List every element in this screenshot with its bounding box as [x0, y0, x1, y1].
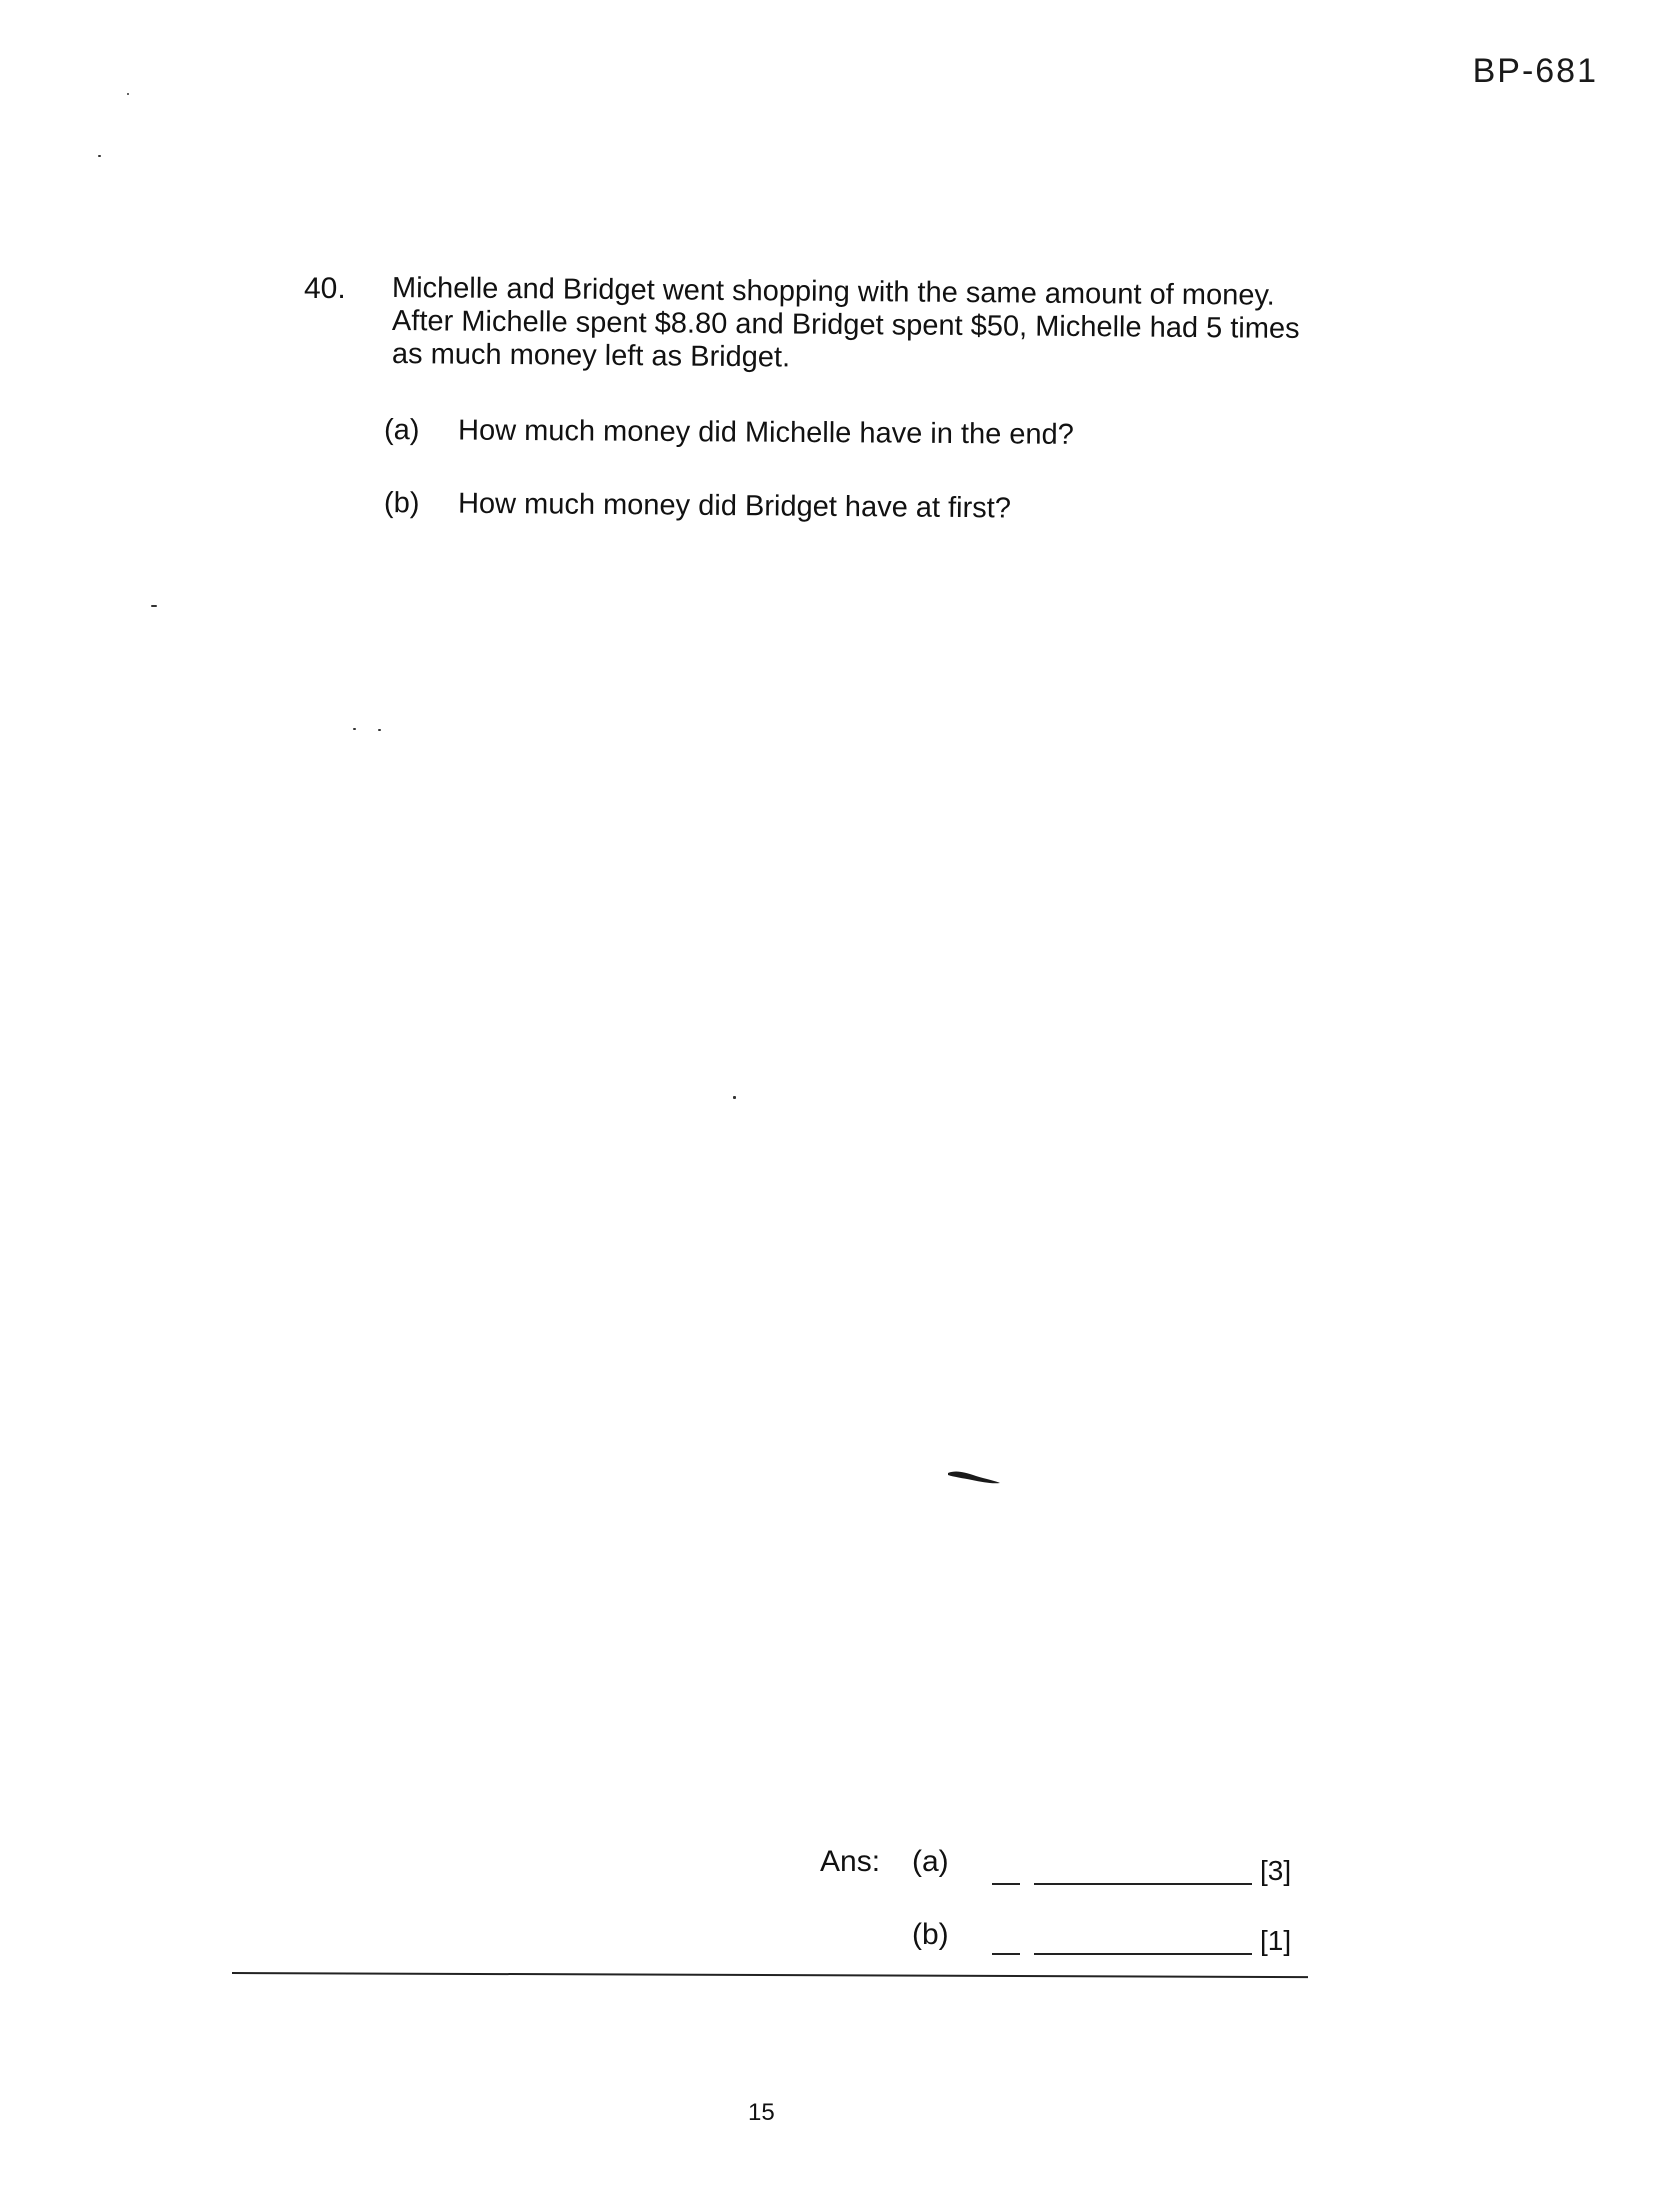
question-line: as much money left as Bridget. — [391, 338, 791, 374]
scan-speck — [733, 1096, 736, 1099]
ink-smudge — [946, 1468, 1002, 1486]
sub-question-a — [384, 414, 1074, 452]
answer-b-marks: [1] — [1260, 1925, 1292, 1956]
answer-b-blank[interactable] — [992, 1953, 1020, 1955]
scan-speck — [378, 729, 381, 731]
sub-question-b — [384, 487, 1011, 525]
answer-b-label: (b) — [912, 1918, 949, 1951]
answer-a-blank[interactable] — [1034, 1883, 1252, 1885]
answer-prefix: Ans: — [820, 1845, 881, 1878]
question-number: 40. — [304, 272, 346, 305]
sub-question-label: (a) — [383, 414, 420, 447]
scan-speck — [353, 728, 356, 730]
answer-b-blank[interactable] — [1034, 1953, 1252, 1955]
question-line: After Michelle spent $8.80 and Bridget spent $50, Michelle had 5 times — [391, 305, 1300, 345]
sub-question-text: How much money did Michelle have in the end? — [457, 414, 1074, 451]
answer-a-blank[interactable] — [992, 1883, 1020, 1885]
answer-a-label: (a) — [912, 1845, 949, 1878]
sub-question-text: How much money did Bridget have at first? — [457, 487, 1012, 525]
scan-speck — [151, 605, 157, 607]
scan-speck — [127, 93, 129, 95]
question-line: Michelle and Bridget went shopping with the same amount of money. — [391, 272, 1275, 312]
section-divider — [232, 1972, 1308, 1978]
question-text — [391, 272, 1352, 374]
sub-question-label: (b) — [383, 487, 420, 520]
scan-speck — [98, 155, 101, 157]
document-code: BP-681 — [1472, 52, 1598, 90]
answer-a-marks: [3] — [1260, 1855, 1292, 1886]
page-number: 15 — [748, 2099, 775, 2126]
